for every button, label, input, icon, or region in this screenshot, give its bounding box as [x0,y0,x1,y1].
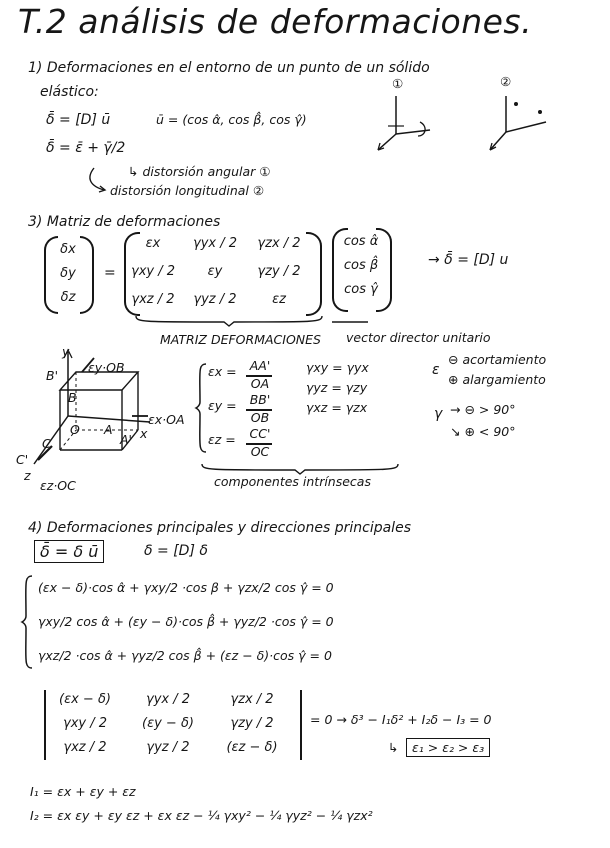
lhs-dx: δx [60,242,76,257]
eps-shortening: ⊖ acortamiento [448,352,547,367]
cube-pt-a1: A' [120,432,132,447]
invariant-i1: I₁ = εx + εy + εz [30,784,136,799]
caption-components: componentes intrínsecas [214,474,371,489]
cube-z-axis: z [24,468,31,483]
det-23: γzy / 2 [230,716,274,731]
vec-3: cos γ̂ [344,282,378,297]
lhs-dy: δy [60,266,76,281]
det-11: (εx − δ) [59,692,111,707]
invariant-i2: I₂ = εx εy + εy εz + εx εz − ¼ γxy² − ¼ γyz² − ¼ γzx² [30,808,373,823]
section1-heading: 1) Deformaciones en el entorno de un punto de un sólido [28,60,430,76]
det-13: γzx / 2 [230,692,274,707]
cube-pt-a: A [104,422,113,437]
m-21: γxy / 2 [131,264,175,279]
strain-ey-num: BB' [249,392,271,407]
system-eq-3: γxz/2 ·cos α̂ + γyz/2 cos β̂ + (εz − δ)·cos γ̂ = 0 [38,648,332,663]
principal-order: ε₁ > ε₂ > ε₃ [406,738,490,757]
eq-delta-du: δ̄ = [D] ū [46,112,111,128]
gamma-xy: γxy = γyx [306,360,369,375]
caption-vector: vector director unitario [346,330,491,345]
m-23: γzy / 2 [257,264,301,279]
order-arrow: ↳ [388,740,399,755]
system-brace [20,574,34,670]
m-12: γyx / 2 [193,236,237,251]
strain-ex-den: OA [250,376,270,391]
section3-heading: 3) Matriz de deformaciones [28,214,221,230]
det-21: γxy / 2 [63,716,107,731]
eps-lengthening: ⊕ alargamiento [448,372,546,387]
axes-figure-1 [374,96,434,166]
m-13: γzx / 2 [257,236,301,251]
m-33: εz [272,292,286,307]
underline-vector [330,318,370,328]
eq-delta-sum: δ̄ = ε̄ + γ̄/2 [46,140,126,156]
gamma-yz: γyz = γzy [306,380,368,395]
cube-eps-z: εz·OC [40,478,76,493]
strain-ey: εy = [208,398,237,413]
strain-ex: εx = [208,364,237,379]
m-32: γyz / 2 [193,292,237,307]
strain-ez-den: OC [250,444,270,459]
axes-figure-2 [484,92,554,162]
gamma-acute: ↘ ⊕ < 90° [450,424,516,439]
strain-brace [194,362,208,454]
arrow-longitudinal: distorsión longitudinal ② [110,183,265,198]
cube-pt-b: B [68,390,77,405]
eps-note: ε [432,362,440,378]
fig2-label: ② [500,74,512,89]
eq-u-vector: ū = (cos α̂, cos β̂, cos γ̂) [156,112,307,127]
page-title: T.2 análisis de deformaciones. [18,2,533,41]
det-12: γyx / 2 [146,692,190,707]
cube-pt-o: O [70,422,80,437]
characteristic-eq: = 0 → δ³ − I₁δ² + I₂δ − I₃ = 0 [310,712,492,727]
cube-pt-c: C [42,436,51,451]
eigen-eq: δ = [D] δ [144,543,208,559]
vec-1: cos α̂ [343,234,379,249]
det-32: γyz / 2 [146,740,190,755]
strain-ey-den: OB [250,410,270,425]
caption-matrix: MATRIZ DEFORMACIONES [160,332,321,347]
cube-eps-x: εx·OA [148,412,185,427]
cube-x-axis: x [140,426,148,441]
cube-pt-c1: C' [16,452,29,467]
eq-sign: = [104,265,116,281]
strain-ez-num: CC' [249,426,271,441]
arrow-angular: ↳ distorsión angular ① [128,164,271,179]
system-eq-2: γxy/2 cos α̂ + (εy − δ)·cos β̂ + γyz/2 ·cos γ̂ = 0 [38,614,334,629]
strain-ex-num: AA' [249,358,271,373]
lhs-dz: δz [60,290,76,305]
gamma-xz: γxz = γzx [306,400,368,415]
vec-2: cos β̂ [343,258,379,273]
cube-eps-y: εy·OB [88,360,125,375]
m-22: εy [207,264,223,279]
result-eq: → δ̄ = [D] u [428,252,509,268]
det-22: (εy − δ) [142,716,194,731]
system-eq-1: (εx − δ)·cos α̂ + γxy/2 ·cos β + γzx/2 cos γ̂ = 0 [38,580,334,595]
m-11: εx [145,236,161,251]
det-33: (εz − δ) [226,740,278,755]
gamma-note: γ [434,406,443,422]
underbrace-components [200,462,400,474]
det-31: γxz / 2 [63,740,107,755]
m-31: γxz / 2 [131,292,175,307]
cube-pt-b1: B' [46,368,59,383]
eigen-eq-boxed: δ̄ = δ ū [34,540,104,563]
gamma-obtuse: → ⊖ > 90° [450,402,516,417]
cube-y-axis: y [62,344,70,359]
underbrace-matrix [134,314,324,326]
fig1-label: ① [392,76,404,91]
section1-heading-cont: elástico: [40,84,99,100]
section4-heading: 4) Deformaciones principales y direcciones principales [28,520,411,536]
strain-ez: εz = [208,432,236,447]
